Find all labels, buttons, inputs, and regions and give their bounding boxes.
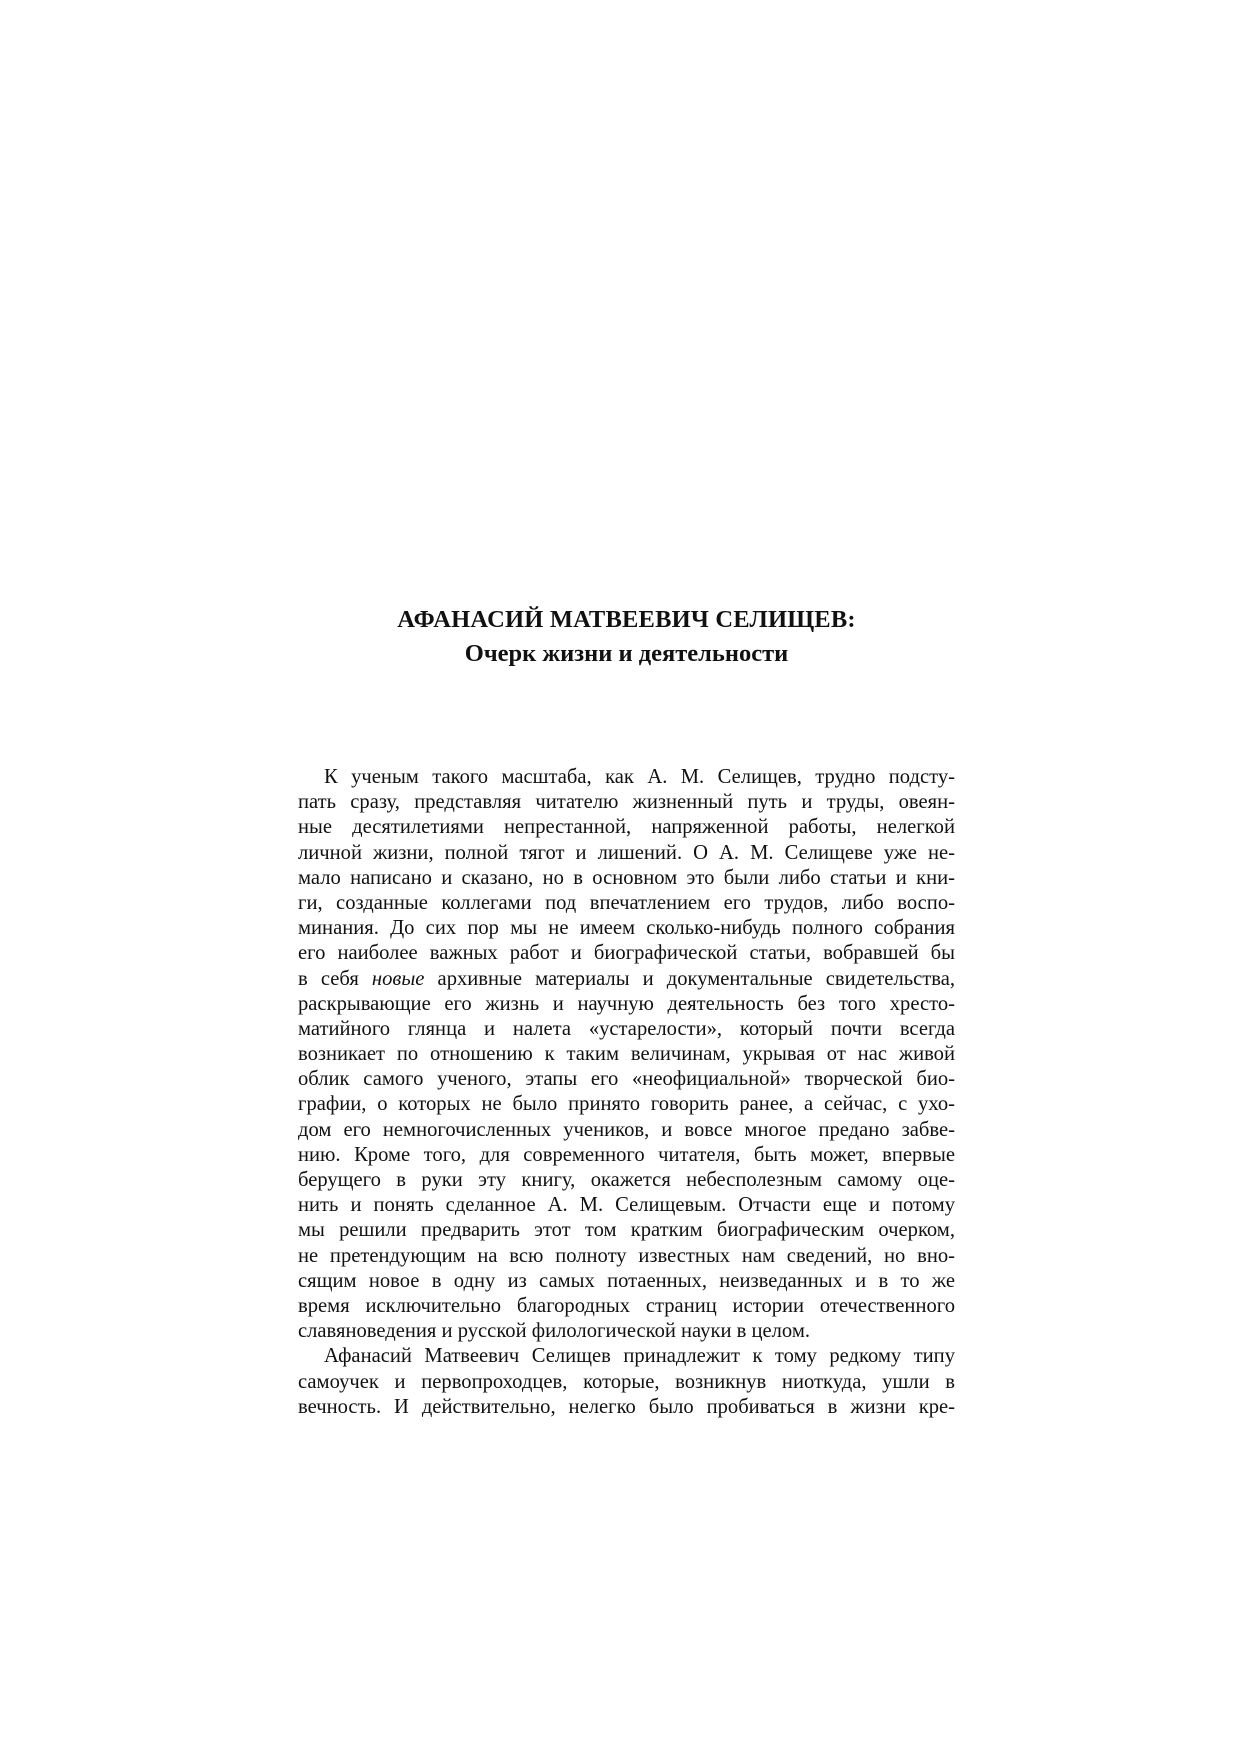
- text-line: славяноведения и русской филологической науки в целом.: [298, 1320, 811, 1343]
- body-text: [298, 765, 955, 1420]
- text-line: не претендующим на всю полноту известных нам сведений, но вно-: [298, 1244, 955, 1267]
- text-line: мы решили предварить этот том кратким биографическим очерком,: [298, 1219, 955, 1242]
- text-line: ные десятилетиями непрестанной, напряженной работы, нелегкой: [298, 816, 955, 839]
- chapter-title: АФАНАСИЙ МАТВЕЕВИЧ СЕЛИЩЕВ:: [397, 606, 856, 633]
- paragraph-2: [298, 1344, 955, 1420]
- chapter-subtitle: Очерк жизни и деятельности: [464, 640, 789, 667]
- text-line: сящим новое в одну из самых потаенных, неизведанных и в то же: [298, 1269, 955, 1292]
- text-line: самоучек и первопроходцев, которые, возникнув ниоткуда, ушли в: [298, 1370, 955, 1393]
- text-line: возникает по отношению к таким величинам, укрывая от нас живой: [298, 1043, 955, 1066]
- chapter-heading: [298, 603, 955, 671]
- text-line: дом его немногочисленных учеников, и вовсе многое предано забве-: [298, 1118, 955, 1141]
- text-line: ги, созданные коллегами под впечатлением его трудов, либо воспо-: [298, 891, 955, 914]
- text-line: нию. Кроме того, для современного читателя, быть может, впервые: [298, 1143, 955, 1166]
- text-line: минания. До сих пор мы не имеем сколько-нибудь полного собрания: [298, 917, 955, 940]
- text-line: его наиболее важных работ и биографической статьи, вобравшей бы: [298, 942, 955, 965]
- text-line: облик самого ученого, этапы его «неофициальной» творческой био-: [298, 1068, 955, 1091]
- paragraph-1: [298, 765, 955, 1344]
- text-line: берущего в руки эту книгу, окажется небесполезным самому оце-: [298, 1169, 955, 1191]
- text-line: пать сразу, представляя читателю жизненный путь и труды, овеян-: [298, 791, 955, 814]
- text-line: личной жизни, полной тягот и лишений. О А. М. Селищеве уже не-: [298, 841, 955, 864]
- text-line: матийного глянца и налета «устарелости», который почти всегда: [298, 1017, 955, 1040]
- text-line: нить и понять сделанное А. М. Селищевым. Отчасти еще и потому: [298, 1194, 955, 1217]
- text-line: графии, о которых не было принято говорить ранее, а сейчас, с ухо-: [298, 1093, 955, 1116]
- text-line: вечность. И действительно, нелегко было пробиваться в жизни кре-: [298, 1395, 955, 1418]
- text-line-with-emphasis: [298, 967, 955, 992]
- text-line: мало написано и сказано, но в основном это были либо статьи и кни-: [298, 866, 955, 889]
- line-text-after: архивные материалы и документальные свидетельства,: [424, 967, 955, 990]
- text-line: раскрывающие его жизнь и научную деятельность без того хресто-: [298, 992, 955, 1015]
- text-line: время исключительно благородных страниц истории отечественного: [298, 1294, 955, 1317]
- text-line: К ученым такого масштаба, как А. М. Селищев, трудно подсту-: [324, 766, 955, 788]
- text-line: Афанасий Матвеевич Селищев принадлежит к тому редкому типу: [324, 1345, 955, 1368]
- emphasized-word: новые: [371, 967, 425, 990]
- line-text-before: в себя: [298, 967, 372, 990]
